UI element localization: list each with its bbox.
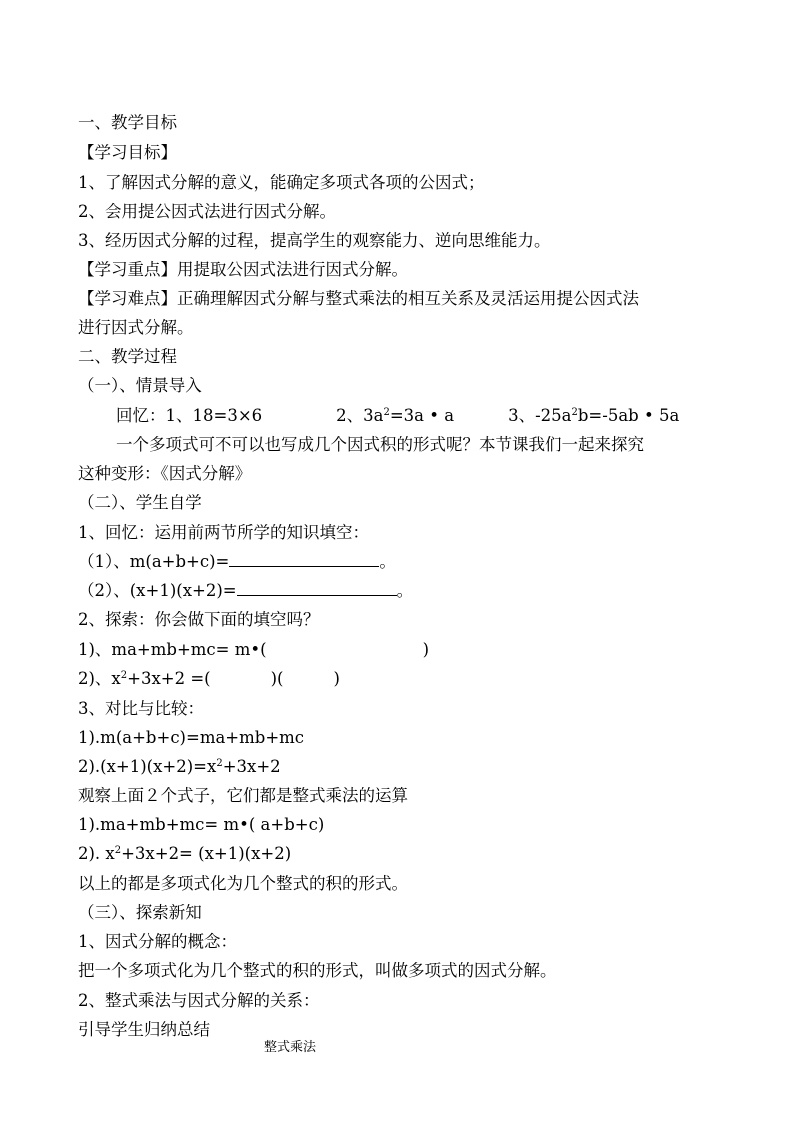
key-point-label: 【学习重点】: [78, 260, 177, 279]
difficulty-text: 正确理解因式分解与整式乘法的相互关系及灵活运用提公因式法: [177, 289, 639, 308]
section-heading-process: 二、教学过程: [78, 347, 177, 366]
fill-in-1: （1）、m(a+b+c)= 。: [78, 552, 396, 571]
recall-item-3: 3、$-25a^2b=-5ab$ • 5a: [508, 406, 680, 425]
guide-text: 引导学生归纳总结: [78, 1020, 210, 1039]
compare-item-1: 1).m(a+b+c)=ma+mb+mc: [78, 728, 305, 747]
diagram-caption: 整式乘法: [264, 1040, 317, 1055]
label-learning-goals: 【学习目标】: [78, 143, 177, 162]
goal-item-2: 2、会用提公因式法进行因式分解。: [78, 202, 336, 221]
answer-blank-2[interactable]: [237, 580, 397, 596]
explore-item-1: 1)、ma+mb+mc= m•( ): [78, 640, 429, 659]
relationship-heading: 2、整式乘法与因式分解的关系：: [78, 991, 320, 1010]
explore-task: 2、探索：你会做下面的填空吗？: [78, 610, 320, 629]
summary-text: 以上的都是多项式化为几个整式的积的形式。: [78, 874, 408, 893]
recall-line: [116, 405, 794, 427]
goal-item-1: 1、了解因式分解的意义，能确定多项式各项的公因式；: [78, 173, 485, 192]
compare-item-2: $2).(x+1)(x+2)=x^2+3x+2$: [78, 757, 281, 776]
goal-item-3: 3、经历因式分解的过程，提高学生的观察能力、逆向思维能力。: [78, 231, 551, 250]
recall-item-1: 回忆：1、18=3×6: [116, 406, 263, 425]
reverse-item-1: 1).ma+mb+mc= m•( a+b+c): [78, 815, 325, 834]
concept-definition: 把一个多项式化为几个整式的积的形式，叫做多项式的因式分解。: [78, 961, 557, 980]
question-line-1: 一个多项式可不可以也写成几个因式积的形式呢？本节课我们一起来探究: [116, 435, 644, 454]
difficulty-line-2: 进行因式分解。: [78, 318, 194, 337]
recall-item-2: 2、$3a^2=3a$ • a: [336, 406, 455, 425]
difficulty-line: [78, 288, 758, 310]
section-heading-objectives: 一、教学目标: [78, 113, 177, 132]
reverse-item-2: 2). $x^2+3x+2= (x+1)(x+2)$: [78, 844, 292, 863]
recall-task: 1、回忆：运用前两节所学的知识填空：: [78, 523, 369, 542]
part-heading-new-knowledge: （三）、探索新知: [78, 903, 202, 922]
question-line-2: 这种变形：《因式分解》: [78, 464, 252, 483]
answer-blank-1[interactable]: [229, 551, 379, 567]
key-point-text: 用提取公因式法进行因式分解。: [177, 260, 408, 279]
fill-in-2: （2）、(x+1)(x+2)= 。: [78, 581, 414, 600]
difficulty-label: 【学习难点】: [78, 289, 177, 308]
part-heading-intro: （一）、情景导入: [78, 376, 202, 395]
compare-task: 3、对比与比较：: [78, 699, 204, 718]
explore-item-2: 2)、$x^2+3x+2$ =( )( ): [78, 669, 340, 688]
key-point-line: [78, 259, 758, 281]
observation-text: 观察上面２个式子，它们都是整式乘法的运算: [78, 786, 408, 805]
part-heading-selfstudy: （二）、学生自学: [78, 493, 202, 512]
concept-heading: 1、因式分解的概念：: [78, 932, 237, 951]
